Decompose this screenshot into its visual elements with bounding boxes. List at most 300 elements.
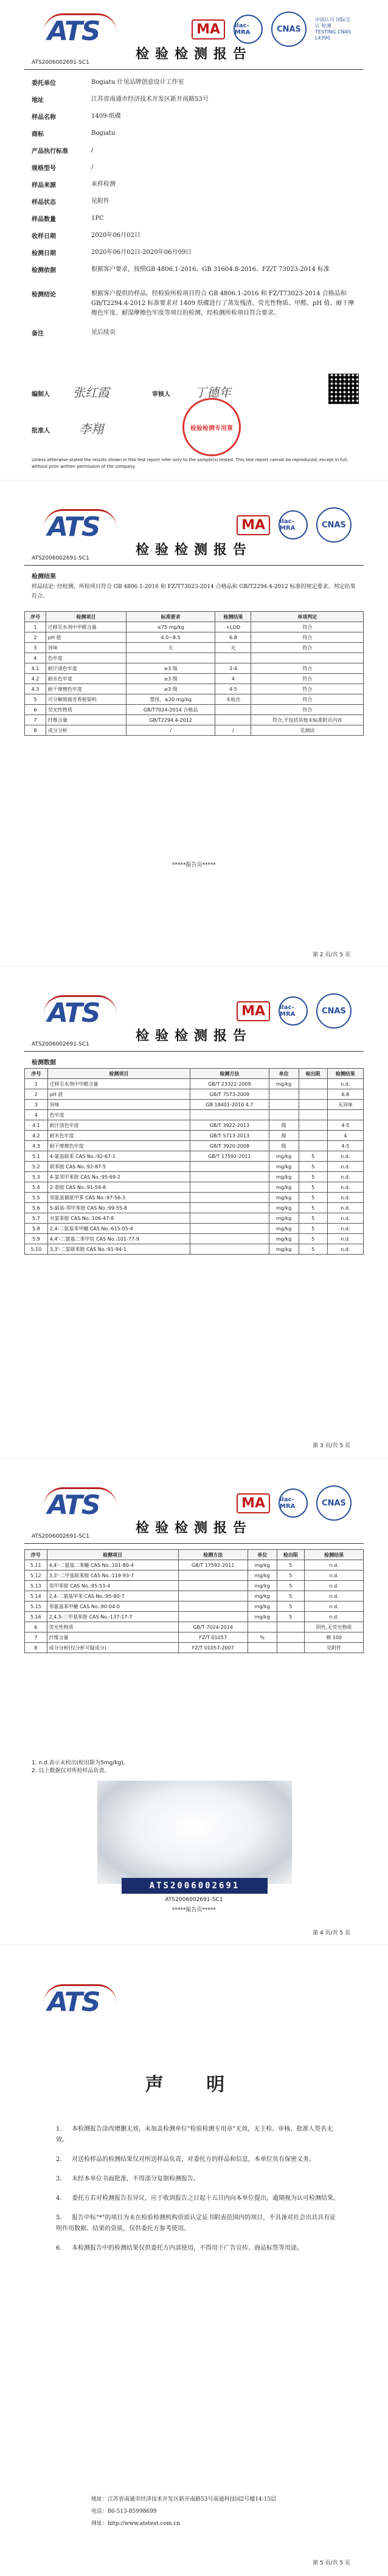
table-cell: mg/kg [269, 1234, 299, 1244]
field-value: 2020年06月02日 [91, 232, 140, 239]
table-cell: 4.2 [25, 674, 46, 684]
table-cell: 2,4-二氨基甲苯 CAS No.:95-80-7 [47, 1591, 178, 1601]
table-row [25, 1224, 364, 1234]
official-stamp: 检验检测专用章 [182, 398, 241, 456]
divider [24, 1051, 364, 1052]
table-cell [277, 1643, 305, 1653]
declaration-item [56, 2243, 342, 2254]
table-cell: mg/kg [269, 1151, 299, 1162]
table-cell: 5.9 [25, 1234, 48, 1244]
field-label: 样品数量 [32, 216, 56, 223]
table-cell: mg/kg [269, 1079, 299, 1089]
field-label: 收样日期 [32, 233, 56, 240]
table-cell: 无 [126, 643, 215, 653]
table-cell: GB/T7024-2014 合格品 [126, 705, 215, 715]
table-cell: ≤75 mg/kg [126, 622, 215, 632]
table-cell: 5.13 [25, 1581, 47, 1591]
table-cell: 3 [25, 643, 46, 653]
table-row [25, 705, 364, 715]
table-cell: 迁移至水剂中甲醛含量 [47, 1079, 190, 1089]
report-title: 检验检测报告 [135, 46, 252, 62]
table-cell: 5 [277, 1601, 305, 1612]
approver-label: 批准人 [32, 428, 50, 434]
table-cell: GB/T2294.4-2012 [126, 715, 215, 725]
column-header: 检测结果 [215, 612, 251, 622]
table-cell: mg/kg [269, 1162, 299, 1172]
table-notes [32, 1759, 129, 1775]
table-cell: n.d. [327, 1224, 363, 1234]
field-label: 规格型号 [32, 165, 56, 172]
table-cell [269, 1089, 299, 1100]
table-cell: 5.14 [25, 1591, 47, 1601]
field-value: 1409-纸碟 [91, 113, 121, 120]
table-cell: 7 [25, 715, 46, 725]
table-cell: 级 [269, 1120, 299, 1131]
end-of-page-marker: *****报告页***** [171, 862, 216, 868]
item-number: 3. [56, 2176, 62, 2182]
table-cell [190, 1244, 269, 1255]
table-cell: 邻甲苯胺 CAS No.:95-53-4 [47, 1581, 178, 1591]
table-cell: mg/kg [248, 1581, 277, 1591]
report-number: ATS2006002691-SC1 [32, 555, 89, 561]
table-cell: n.d. [327, 1172, 363, 1182]
certification-marks [237, 507, 352, 543]
table-row [25, 1213, 364, 1224]
table-cell: 纤维含量 [46, 715, 126, 725]
table-cell [190, 1162, 269, 1172]
table-row [25, 1110, 364, 1120]
report-title: 检验检测报告 [135, 1520, 252, 1536]
table-row [25, 725, 364, 736]
table-cell [327, 1110, 363, 1120]
report-header [0, 496, 388, 563]
table-cell: n.d. [327, 1079, 363, 1089]
table-cell: n.d. [305, 1560, 364, 1571]
table-cell: GB/T 17592-2011 [190, 1151, 269, 1162]
table-row [25, 1571, 364, 1581]
table-row [25, 1172, 364, 1182]
table-header-row [25, 612, 364, 622]
table-cell: 级 [269, 1131, 299, 1141]
table-cell: 4-5 [215, 684, 251, 694]
table-row [25, 1234, 364, 1244]
table-cell [190, 1110, 269, 1120]
column-header: 检测结果 [327, 1069, 363, 1079]
table-cell: 6.8 [327, 1089, 363, 1100]
field-value: 见附件 [91, 198, 109, 205]
column-header: 序号 [25, 1069, 48, 1079]
qr-code-icon [328, 374, 359, 404]
field-value: Bogiatu 什见品牌创意设计工作室 [91, 79, 184, 86]
cnas-mark-icon: CNAS [316, 1485, 352, 1521]
table-cell: 邻氨基苯甲醚 CAS No.:90-04-0 [47, 1601, 178, 1612]
table-row [25, 694, 364, 705]
item-number: 1. [56, 2126, 62, 2132]
table-cell: 符合 [251, 674, 364, 684]
table-row [25, 1182, 364, 1193]
column-header: 检测项目 [46, 612, 126, 622]
table-cell: 符合 [251, 622, 364, 632]
website-line: 网址：http://www.atstest.com.cn [91, 2521, 181, 2527]
editor-label: 编制人 [32, 391, 50, 398]
table-row [25, 1560, 364, 1571]
table-cell [215, 705, 251, 715]
table-header-row [25, 1550, 364, 1560]
table-row [25, 1622, 364, 1632]
table-cell: 4-5 [327, 1120, 363, 1131]
table-row [25, 674, 364, 684]
table-cell [190, 1224, 269, 1234]
table-cell: 符合 [251, 694, 364, 705]
table-cell: 成分分析(仅分析可疑成分) [47, 1643, 178, 1653]
table-cell: 2 [25, 1089, 48, 1100]
table-cell: 5 [299, 1162, 327, 1172]
table-cell [248, 1622, 277, 1632]
table-cell: 荧光性物质 [46, 705, 126, 715]
table-row [25, 1079, 364, 1089]
column-header: 检出限 [277, 1550, 305, 1560]
item-text: 委托方若对检测报告有异议，应于收到报告之日起十五日内向本单位提出，逾期视为认可检测结果。 [72, 2195, 339, 2202]
table-cell: n.d. [327, 1244, 363, 1255]
item-number: 2. [56, 2156, 62, 2163]
table-row [25, 1581, 364, 1591]
table-cell: 4.3 [25, 1141, 48, 1151]
column-header: 序号 [25, 612, 46, 622]
table-row [25, 632, 364, 643]
cnas-mark-icon: CNAS [271, 12, 307, 47]
table-cell: 2,4-二氨基苯甲醚 CAS No.:615-05-4 [47, 1224, 190, 1234]
cnas-mark-icon: CNAS [316, 993, 352, 1029]
table-cell: ≥3 级 [126, 674, 215, 684]
table-row [25, 653, 364, 663]
field-value: 根据客户提供的样品，经检验所检项目符合 GB 4806.1-2016 和 FZ/T73023-2014 合格品和 GB/T2294.4-2012 标准要求对 1409 纸碟进行了蒸发残渣、荧光性物质、甲醛、pH 值、耐干摩擦色牢度、耐湿摩擦色牢度等项目的检测，经检测所检项目符合要求。 [91, 290, 355, 317]
table-cell: 4-5 [327, 1141, 363, 1151]
table-cell: % [248, 1632, 277, 1643]
table-cell: 符合 [251, 684, 364, 694]
table-cell: 5 [277, 1571, 305, 1581]
table-row [25, 1193, 364, 1203]
item-number: 6. [56, 2245, 62, 2252]
certification-marks [237, 993, 352, 1029]
table-row [25, 1151, 364, 1162]
table-cell: GB/T 3922-2013 [190, 1120, 269, 1131]
table-cell: 3-4 [215, 663, 251, 674]
table-cell: 5 [299, 1151, 327, 1162]
table-cell: 5 [299, 1234, 327, 1244]
table-cell: 4 [25, 1110, 48, 1120]
note-2: 2. 以上数据仅对所检样品负责。 [32, 1768, 110, 1774]
report-title: 检验检测报告 [135, 1028, 252, 1044]
table-cell: 级 [269, 1141, 299, 1151]
report-number: ATS2006002691-SC1 [32, 1533, 89, 1540]
table-cell: mg/kg [248, 1612, 277, 1622]
table-cell [299, 1141, 327, 1151]
table-row [25, 622, 364, 632]
page-number: 第 2 页/共 5 页 [313, 952, 350, 958]
table-cell: 纤维含量 [47, 1632, 178, 1643]
field-value: 根据客户要求，按照GB 4806.1-2016、GB 31604.8-2016、FZ/T 73023-2014 标准 [91, 266, 330, 273]
field-label: 备注 [32, 331, 44, 337]
table-cell [215, 653, 251, 663]
table-cell: 5.5 [25, 1193, 48, 1203]
table-cell: 5 [277, 1581, 305, 1591]
field-value: / [91, 164, 94, 171]
table-cell: 对氯苯胺 CAS No.:106-47-8 [47, 1213, 190, 1224]
table-cell [126, 653, 215, 663]
ats-logo: ATS [47, 995, 114, 1032]
test-data-table [24, 1068, 364, 1255]
table-cell: 耐水色牢度 [46, 674, 126, 684]
report-page-2 [0, 496, 388, 966]
table-cell: GB/T 3920-2008 [190, 1141, 269, 1151]
table-cell: mg/kg [269, 1182, 299, 1193]
table-cell: mg/kg [248, 1591, 277, 1601]
table-cell: n.d. [327, 1162, 363, 1172]
report-header [0, 1474, 388, 1541]
page-number: 第 5 页/共 5 页 [313, 2560, 350, 2566]
result-summary: 样品结论: 经检测，所检项目符合 GB 4806.1-2016 和 FZ/T73023-2014 合格品和 GB/T2294.4-2012 标准的规定要求。判定结果符合。 [32, 584, 356, 600]
table-cell: mg/kg [269, 1172, 299, 1182]
cma-mark-icon: MA [237, 1493, 270, 1513]
table-cell: n.d. [305, 1571, 364, 1581]
reviewer-signature: 丁德年 [195, 385, 231, 400]
table-cell: mg/kg [269, 1244, 299, 1255]
table-cell: 4 [215, 674, 251, 684]
table-cell [178, 1601, 248, 1612]
column-header: 标准要求 [126, 612, 215, 622]
table-header-row [25, 1069, 364, 1079]
field-label: 样品状态 [32, 199, 56, 206]
table-row [25, 1612, 364, 1622]
table-cell: 1 [25, 1079, 48, 1089]
table-cell: 5.11 [25, 1560, 47, 1571]
field-value: 见后续页 [91, 329, 116, 336]
divider [24, 1543, 364, 1544]
table-row [25, 1131, 364, 1141]
table-cell: <LOD [215, 622, 251, 632]
table-cell: 4.0~8.5 [126, 632, 215, 643]
declaration-title: 声 明 [145, 2074, 243, 2095]
table-cell: 耐汗渍色牢度 [46, 663, 126, 674]
table-cell: 无异味 [327, 1100, 363, 1110]
table-cell: 3 [25, 1100, 48, 1110]
table-cell: ≥3 级 [126, 663, 215, 674]
declaration-item [56, 2213, 342, 2235]
table-cell: 色牢度 [47, 1110, 190, 1120]
ilac-mark-icon: ilac-MRA [279, 996, 308, 1026]
divider [24, 565, 364, 566]
disclaimer-notice: Unless otherwise stated the results shown in this test report refer only to the sample(s) tested. This test report cannot be reproduced, except in full, without prior written permission of the company. [32, 457, 348, 469]
report-title: 检验检测报告 [135, 542, 252, 558]
sample-photo [97, 1781, 292, 1884]
table-cell: 5.15 [25, 1601, 47, 1612]
table-cell: 可分解致癌芳香胺染料 [46, 694, 126, 705]
barcode-caption: ATS2006002691-SC1 [165, 1897, 223, 1903]
table-cell: 无 [215, 643, 251, 653]
sample-barcode-label: ATS2006002691 [122, 1878, 268, 1894]
column-header: 检出限 [299, 1069, 327, 1079]
table-cell: 5 [277, 1560, 305, 1571]
table-cell: GB/T 17592-2011 [178, 1560, 248, 1571]
end-of-page-marker: *****报告页***** [171, 1907, 216, 1913]
table-cell: 4,4'-二氨基二苯醚 CAS No.:101-80-4 [47, 1560, 178, 1571]
field-label: 地址 [32, 97, 44, 104]
table-cell [190, 1203, 269, 1213]
table-cell: 5.1 [25, 1151, 48, 1162]
field-label: 委托单位 [32, 80, 56, 87]
table-cell: 4.3 [25, 684, 46, 694]
field-label: 检测日期 [32, 250, 56, 257]
table-row [25, 1643, 364, 1653]
table-cell: 6.8 [215, 632, 251, 643]
table-cell [215, 715, 251, 725]
item-text: 本检测报告涂改增删无效，未加盖检测单位"检验检测专用章"无效，无主检、审核、批准人签名无效。 [56, 2126, 333, 2143]
table-cell: 禁用，≤20 mg/kg [126, 694, 215, 705]
table-row [25, 684, 364, 694]
table-cell [299, 1100, 327, 1110]
table-cell: 符合 [251, 632, 364, 643]
field-value: Bogiatu [91, 130, 116, 137]
field-label: 商标 [32, 131, 44, 138]
table-cell: 5 [299, 1182, 327, 1193]
table-cell: mg/kg [269, 1213, 299, 1224]
table-cell: 2-萘胺 CAS No.:91-59-8 [47, 1182, 190, 1193]
field-label: 产品执行标准 [32, 148, 68, 155]
table-cell: FZ/T 01057 [178, 1632, 248, 1643]
table-cell: n.d. [305, 1601, 364, 1612]
table-cell [299, 1120, 327, 1131]
table-cell: 5.2 [25, 1162, 48, 1172]
section-title: 检测数据 [32, 1060, 56, 1066]
approver-signature: 李翔 [79, 422, 103, 436]
ilac-mark-icon: ilac-MRA [234, 15, 263, 44]
table-cell: mg/kg [269, 1203, 299, 1213]
table-cell: pH 值 [46, 632, 126, 643]
table-row [25, 1601, 364, 1612]
table-cell: GB/T 23322-2009 [190, 1079, 269, 1089]
table-cell: 4.1 [25, 1120, 48, 1131]
ats-logo: ATS [47, 509, 114, 546]
table-cell: 5 [277, 1612, 305, 1622]
table-cell: / [126, 725, 215, 736]
table-cell [299, 1131, 327, 1141]
table-cell [248, 1643, 277, 1653]
declaration-list [56, 2124, 342, 2263]
declaration-item [56, 2124, 342, 2146]
table-cell: 1 [25, 622, 46, 632]
table-cell: 成分分析 [46, 725, 126, 736]
table-cell: 4-氨基联苯 CAS No.:92-67-1 [47, 1151, 190, 1162]
report-number: ATS2006002691-SC1 [32, 1041, 89, 1047]
column-header: 序号 [25, 1550, 47, 1560]
table-cell: 2 [25, 632, 46, 643]
address-line: 地址：江苏省南通市经济技术开发区新开南路53号南通科技园2号楼14-15层 [91, 2496, 277, 2502]
item-text: 对送检样品的检测结果仅对所送样品负责，对委托方的样品和信息，本单位负有保密义务。 [72, 2156, 315, 2163]
table-cell: 5.16 [25, 1612, 47, 1622]
table-cell: 符合 [251, 705, 364, 715]
table-cell: n.d. [327, 1151, 363, 1162]
certification-marks [237, 1485, 352, 1521]
table-row [25, 1632, 364, 1643]
field-value: 2020年06月02日-2020年06月09日 [91, 249, 192, 256]
field-value: 来样检测 [91, 181, 116, 188]
report-page-1 [0, 0, 388, 480]
field-value: / [91, 147, 94, 154]
table-cell: 耐干摩擦色牢度 [46, 684, 126, 694]
ats-logo: ATS [47, 13, 114, 50]
ats-logo: ATS [47, 1984, 114, 2021]
editor-signature: 张红霞 [73, 385, 109, 400]
field-label: 样品来源 [32, 182, 56, 189]
table-cell: n.d. [327, 1213, 363, 1224]
table-cell: mg/kg [248, 1601, 277, 1612]
table-cell: 5-硝基-邻甲苯胺 CAS No.:99-55-8 [47, 1203, 190, 1213]
table-cell [190, 1193, 269, 1203]
table-cell [190, 1234, 269, 1244]
table-cell: 联苯胺 CAS No.:92-87-5 [47, 1162, 190, 1172]
table-cell: 荧光性物质 [47, 1622, 178, 1632]
certification-marks [192, 11, 352, 47]
table-cell: 4 [327, 1131, 363, 1141]
table-cell: mg/kg [248, 1560, 277, 1571]
table-cell: 2,4,5-三甲基苯胺 CAS No.:137-17-7 [47, 1612, 178, 1622]
table-cell: 符合,不包括其他未标准附页内容 [251, 715, 364, 725]
table-row [25, 1120, 364, 1131]
reviewer-label: 审核人 [152, 391, 170, 398]
page-gap [0, 1458, 388, 1475]
test-data-table [24, 1549, 364, 1653]
item-text: 本检测报告中的检测结果仅供委托方内部使用，不得用于广告宣传、商品标签等用途。 [72, 2245, 303, 2252]
table-cell: n.d. [327, 1203, 363, 1213]
column-header: 检测项目 [47, 1550, 178, 1560]
table-cell: 5.12 [25, 1571, 47, 1581]
column-header: 单位 [248, 1550, 277, 1560]
table-cell [299, 1089, 327, 1100]
phone-line: 电话：86-513-85998699 [91, 2509, 157, 2515]
table-cell: 耐汗渍色牢度 [47, 1120, 190, 1131]
table-cell: mg/kg [248, 1571, 277, 1581]
item-number: 5. [56, 2215, 62, 2221]
table-cell: GB 18401-2010 4.7 [190, 1100, 269, 1110]
page-number: 第 3 页/共 5 页 [313, 1443, 350, 1449]
table-cell: 未检出 [215, 694, 251, 705]
table-cell: 3,3'-二甲基联苯胺 CAS No.:119-93-7 [47, 1571, 178, 1581]
table-cell: 4.1 [25, 663, 46, 674]
table-cell [190, 1213, 269, 1224]
item-text: 未经本单位书面批准，不得部分复制检测报告。 [72, 2176, 199, 2182]
table-cell [178, 1591, 248, 1601]
table-cell: 4.2 [25, 1131, 48, 1141]
table-cell: n.d. [327, 1234, 363, 1244]
table-row [25, 1203, 364, 1213]
table-cell: 5 [299, 1224, 327, 1234]
table-cell: 5.3 [25, 1172, 48, 1182]
table-cell: 5.6 [25, 1203, 48, 1213]
table-cell [190, 1182, 269, 1193]
report-page-5 [0, 1960, 388, 2576]
table-cell: 5 [299, 1203, 327, 1213]
ilac-mark-icon: ilac-MRA [279, 510, 308, 540]
table-cell: 符合 [251, 643, 364, 653]
column-header: 检测项目 [47, 1069, 190, 1079]
table-cell: 6 [25, 705, 46, 715]
table-cell [190, 1172, 269, 1182]
table-row [25, 1591, 364, 1601]
table-cell: GB/T 7024-2014 [178, 1622, 248, 1632]
table-cell: 迁移至水剂中甲醛含量 [46, 622, 126, 632]
table-cell: / [215, 725, 251, 736]
table-cell: 4 [25, 653, 46, 663]
